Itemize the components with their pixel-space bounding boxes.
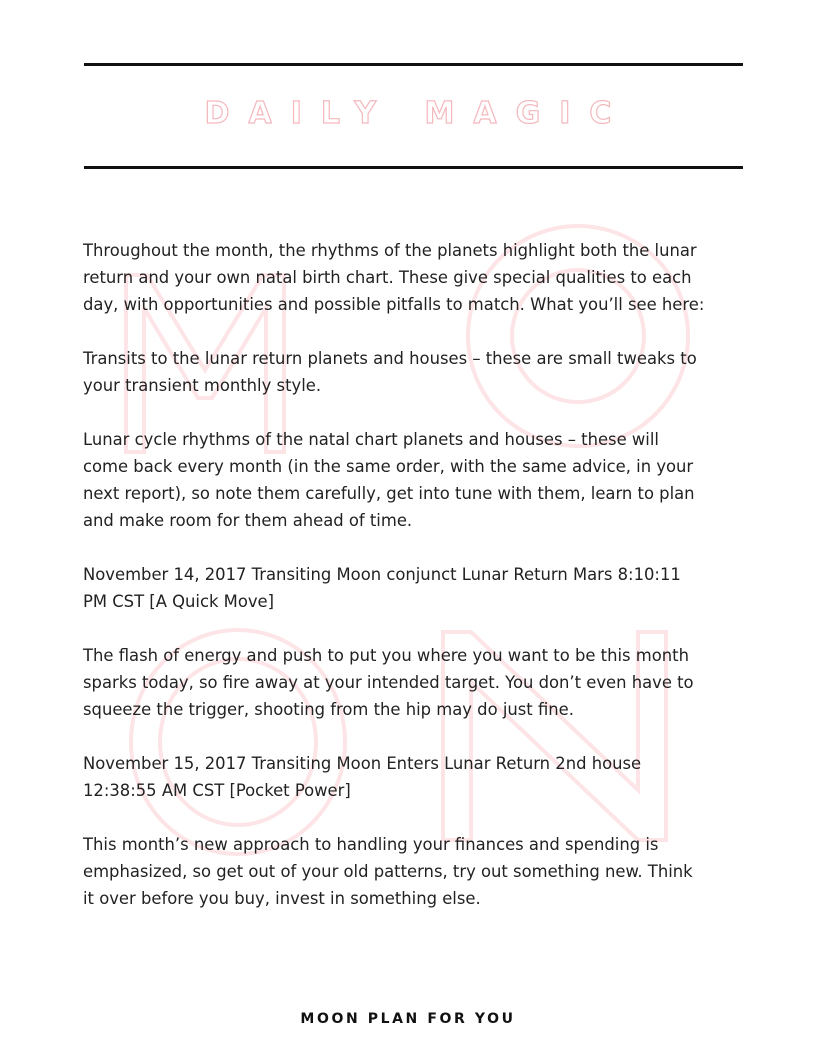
intro-paragraph: Throughout the month, the rhythms of the planets highlight both the lunar return and your own natal birth chart. These give special qualities to each day, with opportunities and possible pitfalls to match. What you’ll see here: bbox=[83, 241, 705, 314]
header-bottom-rule bbox=[84, 166, 743, 169]
page-footer: MOON PLAN FOR YOU bbox=[300, 1011, 516, 1027]
event-description: This month’s new approach to handling your finances and spending is emphasized, so get out of your old patterns, try out something new. Think it over before you buy, invest in something else. bbox=[83, 835, 693, 908]
transits-paragraph: Transits to the lunar return planets and houses – these are small tweaks to your transient monthly style. bbox=[83, 349, 697, 395]
cycles-paragraph: Lunar cycle rhythms of the natal chart planets and houses – these will come back every month (in the same order, with the same advice, in your next report), so note them carefully, get into tune with them, learn to plan and make room for them ahead of time. bbox=[83, 430, 695, 530]
event-heading: November 14, 2017 Transiting Moon conjunct Lunar Return Mars 8:10:11 PM CST [A Quick Move] bbox=[83, 565, 681, 611]
header-top-rule bbox=[84, 63, 743, 66]
report-body bbox=[83, 237, 708, 939]
event-heading: November 15, 2017 Transiting Moon Enters Lunar Return 2nd house 12:38:55 AM CST [Pocket Power] bbox=[83, 754, 642, 800]
page-title: DAILY MAGIC bbox=[204, 96, 631, 131]
event-description: The flash of energy and push to put you where you want to be this month sparks today, so fire away at your intended target. You don’t even have to squeeze the trigger, shooting from the hip may do just fine. bbox=[83, 646, 694, 719]
